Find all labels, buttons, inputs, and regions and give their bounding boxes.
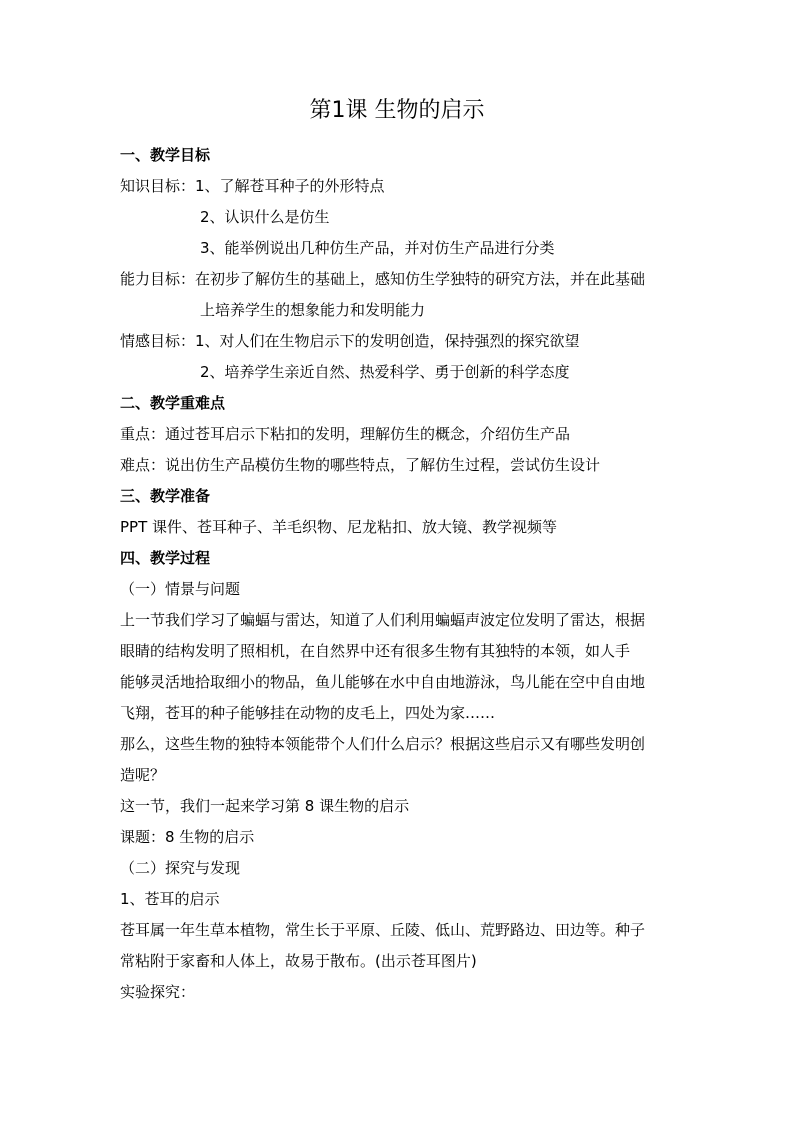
knowledge-goal-line-3: 3、能举例说出几种仿生产品，并对仿生产品进行分类 <box>200 239 555 257</box>
paragraph-1-line-2: 眼睛的结构发明了照相机，在自然界中还有很多生物有其独特的本领，如人手 <box>120 642 631 660</box>
key-point-focus: 重点：通过苍耳启示下粘扣的发明，理解仿生的概念，介绍仿生产品 <box>120 425 571 443</box>
paragraph-3: 这一节，我们一起来学习第 8 课生物的启示 <box>120 797 410 815</box>
experiment-label: 实验探究： <box>120 983 196 1001</box>
section-heading-key-points: 二、教学重难点 <box>120 394 226 412</box>
emotion-goal-line-2: 2、培养学生亲近自然、热爱科学、勇于创新的科学态度 <box>200 363 570 381</box>
preparation-items: PPT 课件、苍耳种子、羊毛织物、尼龙粘扣、放大镜、教学视频等 <box>120 518 558 536</box>
process-subheading-2: （二）探究与发现 <box>120 859 241 877</box>
section-heading-goals: 一、教学目标 <box>120 146 211 164</box>
lesson-topic: 课题：8 生物的启示 <box>120 828 255 846</box>
paragraph-2-line-2: 造呢？ <box>120 766 166 784</box>
paragraph-5-line-2: 常粘附于家畜和人体上，故易于散布。(出示苍耳图片) <box>120 952 477 970</box>
knowledge-goal-line-2: 2、认识什么是仿生 <box>200 208 330 226</box>
knowledge-goal-line-1: 知识目标：1、了解苍耳种子的外形特点 <box>120 177 385 195</box>
paragraph-1-line-4: 飞翔，苍耳的种子能够挂在动物的皮毛上，四处为家…… <box>120 704 496 722</box>
page-title: 第1课 生物的启示 <box>309 98 485 123</box>
paragraph-1-line-3: 能够灵活地拾取细小的物品，鱼儿能够在水中自由地游泳，鸟儿能在空中自由地 <box>120 673 646 691</box>
paragraph-1-line-1: 上一节我们学习了蝙蝠与雷达，知道了人们利用蝙蝠声波定位发明了雷达，根据 <box>120 611 646 629</box>
process-subheading-1: （一）情景与问题 <box>120 580 241 598</box>
section-heading-process: 四、教学过程 <box>120 549 211 567</box>
ability-goal-line-1: 能力目标：在初步了解仿生的基础上，感知仿生学独特的研究方法，并在此基础 <box>120 270 646 288</box>
section-heading-preparation: 三、教学准备 <box>120 487 211 505</box>
paragraph-5-line-1: 苍耳属一年生草本植物，常生长于平原、丘陵、低山、荒野路边、田边等。种子 <box>120 921 646 939</box>
key-point-difficulty: 难点：说出仿生产品模仿生物的哪些特点，了解仿生过程，尝试仿生设计 <box>120 456 601 474</box>
emotion-goal-line-1: 情感目标：1、对人们在生物启示下的发明创造，保持强烈的探究欲望 <box>120 332 580 350</box>
ability-goal-line-2: 上培养学生的想象能力和发明能力 <box>200 301 426 319</box>
item-cocklebur: 1、苍耳的启示 <box>120 890 220 908</box>
paragraph-2-line-1: 那么，这些生物的独特本领能带个人们什么启示？根据这些启示又有哪些发明创 <box>120 735 646 753</box>
